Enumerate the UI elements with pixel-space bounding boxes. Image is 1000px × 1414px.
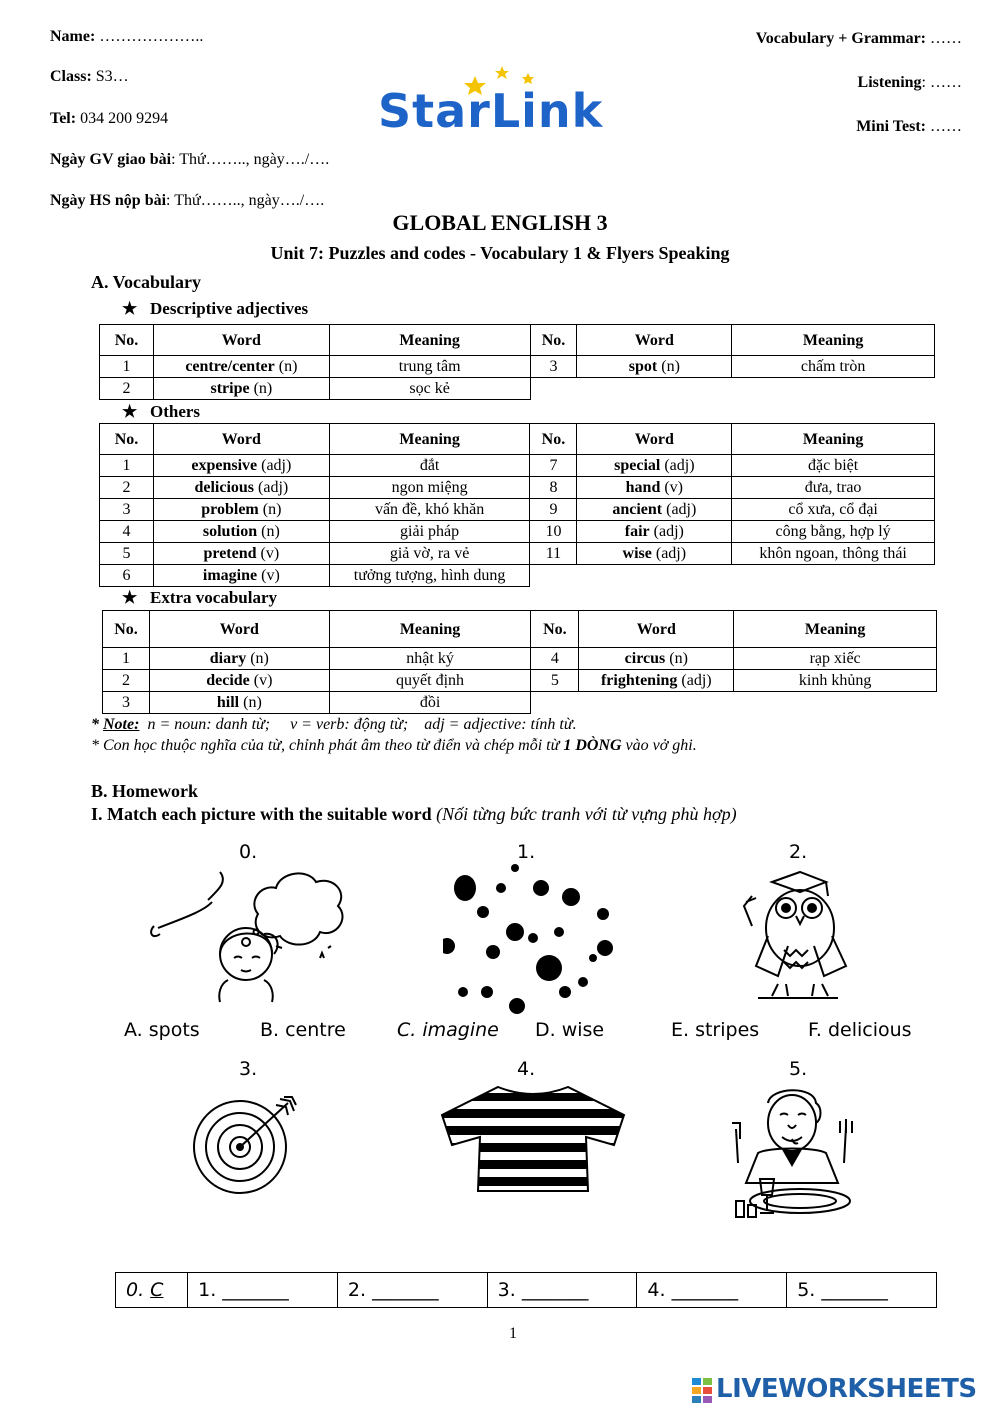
col-word: Word [153,325,329,356]
submit-date-line: Ngày HS nộp bài: Thứ…….., ngày…./…. [50,192,325,209]
pic-number-1: 1. [517,841,536,863]
col-meaning: Meaning [732,325,935,356]
table-row: 6 imagine (v) tưởng tượng, hình dung [100,565,935,587]
col-no: No. [530,325,577,356]
note-instruction: * Con học thuộc nghĩa của từ, chỉnh phát âm theo từ điển và chép mỗi từ 1 DÒNG vào vở ghi. [91,737,697,754]
table-row: 3 problem (n) vấn đề, khó khăn 9 ancient (adj) cổ xưa, cổ đại [100,499,935,521]
col-no: No. [100,325,154,356]
option-a: A. spots [124,1019,200,1041]
table-header-row [100,325,935,356]
section-b-heading: B. Homework [91,781,198,801]
col-meaning: Meaning [734,611,937,648]
table-row: 4 solution (n) giải pháp 10 fair (adj) công bằng, hợp lý [100,521,935,543]
answer-table [115,1272,937,1308]
group-heading-descriptive: ★ Descriptive adjectives [122,299,309,318]
liveworksheets-logo [692,1374,992,1408]
liveworksheets-icon [692,1378,712,1404]
table-row: 5 pretend (v) giả vờ, ra vẻ 11 wise (adj) khôn ngoan, thông thái [100,543,935,565]
picture-centre-target [192,1095,304,1200]
col-meaning: Meaning [329,424,530,455]
option-c: C. imagine [397,1019,499,1041]
page-title: GLOBAL ENGLISH 3 [392,210,608,235]
option-d: D. wise [535,1019,605,1041]
pic-number-0: 0. [239,841,258,863]
table-row: 1 expensive (adj) đắt 7 special (adj) đặc biệt [100,455,935,477]
table-row: 3 hill (n) đồi [103,692,937,714]
pic-number-2: 2. [789,841,808,863]
col-word: Word [579,611,734,648]
col-no: No. [100,424,154,455]
col-word: Word [153,424,329,455]
section-a-heading: A. Vocabulary [91,272,202,292]
name-line: Name: ……………….. [50,28,204,45]
answer-cell-1[interactable]: 1. _______ [188,1273,338,1308]
table-row: 1 diary (n) nhật ký 4 circus (n) rạp xiếc [103,648,937,670]
answer-cell-4[interactable]: 4. _______ [637,1273,787,1308]
vocab-table-extra [102,610,937,714]
note-line: * Note: n = noun: danh từ; v = verb: động từ; adj = adjective: tính từ. [91,716,577,733]
score-listening: Listening: …… [857,74,962,91]
table-row: 1 centre/center (n) trung tâm 3 spot (n) chấm tròn [100,356,935,378]
col-no: No. [103,611,150,648]
option-f: F. delicious [808,1019,912,1041]
starlink-logo [378,62,623,142]
assign-date-line: Ngày GV giao bài: Thứ…….., ngày…./…. [50,151,330,168]
table-row: 2 delicious (adj) ngon miệng 8 hand (v) đưa, trao [100,477,935,499]
table-row: 2 decide (v) quyết định 5 frightening (adj) kinh khủng [103,670,937,692]
tel-line: Tel: 034 200 9294 [50,110,169,127]
picture-spots [443,862,613,1019]
picture-wise-owl [738,866,858,1011]
vocab-table-others [99,423,935,587]
task-1-instruction: I. Match each picture with the suitable word (Nối từng bức tranh với từ vựng phù hợp) [91,804,737,824]
class-line: Class: S3… [50,68,129,85]
table-row: 2 stripe (n) sọc kẻ [100,378,935,400]
answer-cell-2[interactable]: 2. _______ [337,1273,487,1308]
col-word: Word [577,325,732,356]
logo-text: StarLink [378,84,604,138]
answer-cell-3[interactable]: 3. _______ [487,1273,637,1308]
group-heading-extra: ★ Extra vocabulary [122,588,278,607]
col-meaning: Meaning [329,325,530,356]
score-vocab-grammar: Vocabulary + Grammar: …… [755,30,962,47]
col-meaning: Meaning [329,611,531,648]
table-header-row [103,611,937,648]
table-header-row [100,424,935,455]
col-meaning: Meaning [732,424,935,455]
pic-number-3: 3. [239,1058,258,1080]
liveworksheets-text: LIVEWORKSHEETS [716,1374,977,1404]
vocab-table-descriptive [99,324,935,400]
picture-delicious [718,1083,868,1228]
answer-cell-5[interactable]: 5. _______ [787,1273,937,1308]
answer-cell-0: 0. C [116,1273,188,1308]
col-word: Word [577,424,732,455]
col-no: No. [531,611,579,648]
pic-number-4: 4. [517,1058,536,1080]
option-e: E. stripes [671,1019,760,1041]
col-no: No. [530,424,577,455]
page-number: 1 [509,1325,517,1342]
answer-row [116,1273,937,1308]
page-subtitle: Unit 7: Puzzles and codes - Vocabulary 1 & Flyers Speaking [270,243,730,263]
score-mini-test: Mini Test: …… [856,118,962,135]
col-word: Word [149,611,329,648]
pic-number-5: 5. [789,1058,808,1080]
picture-stripes-shirt [438,1083,628,1198]
option-b: B. centre [260,1019,346,1041]
group-heading-others: ★ Others [122,402,201,421]
picture-imagine [148,862,348,1012]
